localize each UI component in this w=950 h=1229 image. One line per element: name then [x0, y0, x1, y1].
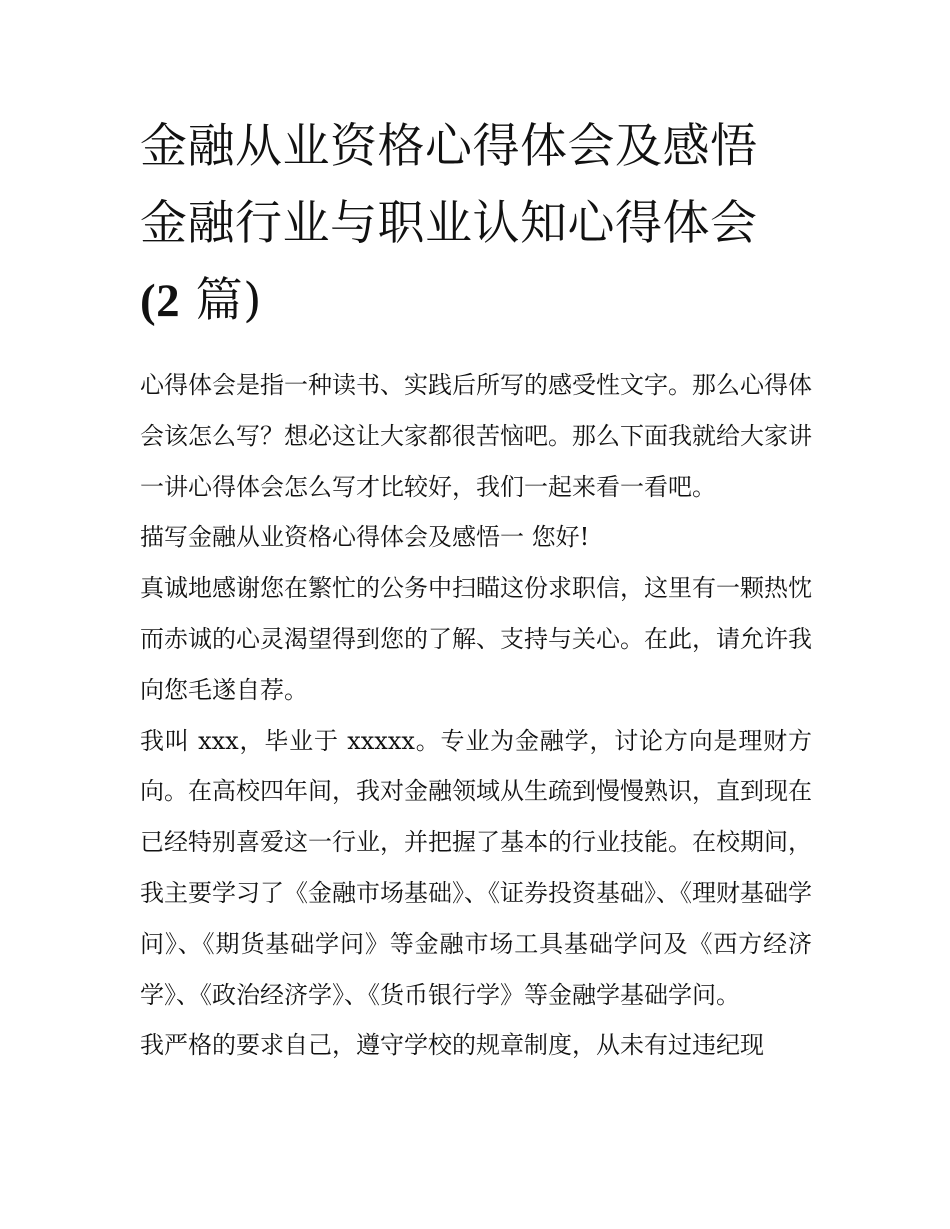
document-body	[140, 360, 812, 1071]
paragraph-intro: 心得体会是指一种读书、实践后所写的感受性文字。那么心得体会该怎么写？想必这让大家都很苦恼吧。那么下面我就给大家讲一讲心得体会怎么写才比较好，我们一起来看一看吧。	[140, 371, 812, 501]
title-count-text: 篇)	[195, 273, 262, 328]
title-count-open: (2	[140, 275, 181, 327]
paragraph-thanks: 真诚地感谢您在繁忙的公务中扫瞄这份求职信，这里有一颗热忱而赤诚的心灵渴望得到您的了解、支持与关心。在此，请允许我向您毛遂自荐。	[140, 574, 812, 704]
document-title	[140, 108, 812, 340]
title-line-1: 金融从业资格心得体会及感悟	[140, 119, 758, 174]
title-line-2: 金融行业与职业认知心得体会	[140, 196, 758, 251]
paragraph-self-intro: 我叫 xxx，毕业于 xxxxx。专业为金融学，讨论方向是理财方向。在高校四年间，我对金融领域从生疏到慢慢熟识，直到现在已经特别喜爱这一行业，并把握了基本的行业技能。在校期间，我主要学习了《金融市场基础》、《证券投资基础》、《理财基础学问》、《期货基础学问》等金融市场工具基础学问及《西方经济学》、《政治经济学》、《货币银行学》等金融学基础学问。	[140, 726, 812, 1009]
paragraph-greeting: 描写金融从业资格心得体会及感悟一 您好!	[140, 523, 590, 552]
paragraph-discipline: 我严格的要求自己，遵守学校的规章制度，从未有过违纪现	[140, 1031, 764, 1060]
document-content	[140, 108, 812, 1071]
